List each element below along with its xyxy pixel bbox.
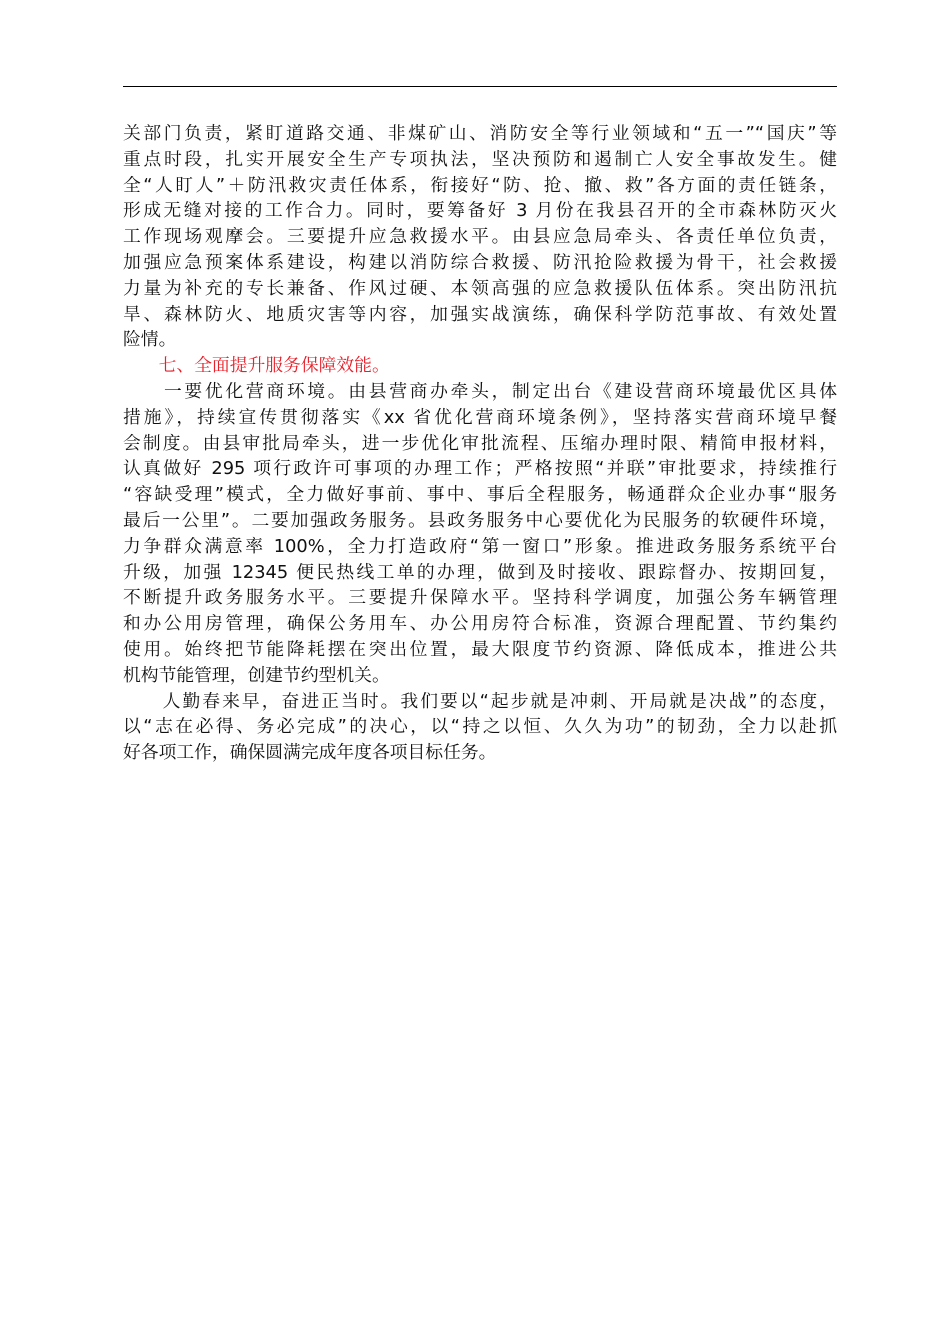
text-line: 全“人盯人”＋防汛救灾责任体系，衔接好“防、抢、撤、救”各方面的责任链条， [123,174,837,196]
document-body [123,121,837,766]
text-line: 使用。始终把节能降耗摆在突出位置，最大限度节约资源、降低成本，推进公共 [123,638,837,660]
text-line: 关部门负责，紧盯道路交通、非煤矿山、消防安全等行业领域和“五一”“国庆”等 [123,123,837,144]
text-line: 重点时段，扎实开展安全生产专项执法，坚决预防和遏制亡人安全事故发生。健 [123,148,837,170]
text-line: 一要优化营商环境。由县营商办牵头，制定出台《建设营商环境最优区具体 [123,380,837,402]
text-line: 形成无缝对接的工作合力。同时，要筹备好 3 月份在我县召开的全市森林防灭火 [123,200,837,222]
text-line: 会制度。由县审批局牵头，进一步优化审批流程、压缩办理时限、精简申报材料， [123,432,837,454]
text-line: 措施》，持续宣传贯彻落实《xx 省优化营商环境条例》，坚持落实营商环境早餐 [123,406,837,428]
text-line: 力量为补充的专长兼备、作风过硬、本领高强的应急救援队伍体系。突出防汛抗 [123,277,837,299]
text-line: 升级，加强 12345 便民热线工单的办理，做到及时接收、跟踪督办、按期回复， [123,561,837,583]
text-line: 不断提升政务服务水平。三要提升保障水平。坚持科学调度，加强公务车辆管理 [123,587,837,609]
text-line: 好各项工作，确保圆满完成年度各项目标任务。 [123,742,497,764]
text-line: 险情。 [123,329,177,351]
text-line: 最后一公里”。二要加强政务服务。县政务服务中心要优化为民服务的软硬件环境， [123,509,837,531]
text-line: 机构节能管理，创建节约型机关。 [123,664,390,686]
text-line: 认真做好 295 项行政许可事项的办理工作；严格按照“并联”审批要求，持续推行 [123,458,837,480]
text-line: 工作现场观摩会。三要提升应急救援水平。由县应急局牵头、各责任单位负责， [123,226,837,248]
text-line: 力争群众满意率 100%，全力打造政府“第一窗口”形象。推进政务服务系统平台 [123,535,837,557]
text-line: 人勤春来早，奋进正当时。我们要以“起步就是冲刺、开局就是决战”的态度， [123,690,837,712]
text-line: 加强应急预案体系建设，构建以消防综合救援、防汛抢险救援为骨干，社会救援 [123,251,837,273]
header-rule [123,86,837,87]
text-line: 和办公用房管理，确保公务用车、办公用房符合标准，资源合理配置、节约集约 [123,613,837,635]
text-line: 旱、森林防火、地质灾害等内容，加强实战演练，确保科学防范事故、有效处置 [123,303,837,325]
text-line: 以“志在必得、务必完成”的决心，以“持之以恒、久久为功”的韧劲，全力以赴抓 [123,716,837,738]
text-line: “容缺受理”模式，全力做好事前、事中、事后全程服务，畅通群众企业办事“服务 [123,484,837,506]
section-heading: 七、全面提升服务保障效能。 [123,355,390,377]
